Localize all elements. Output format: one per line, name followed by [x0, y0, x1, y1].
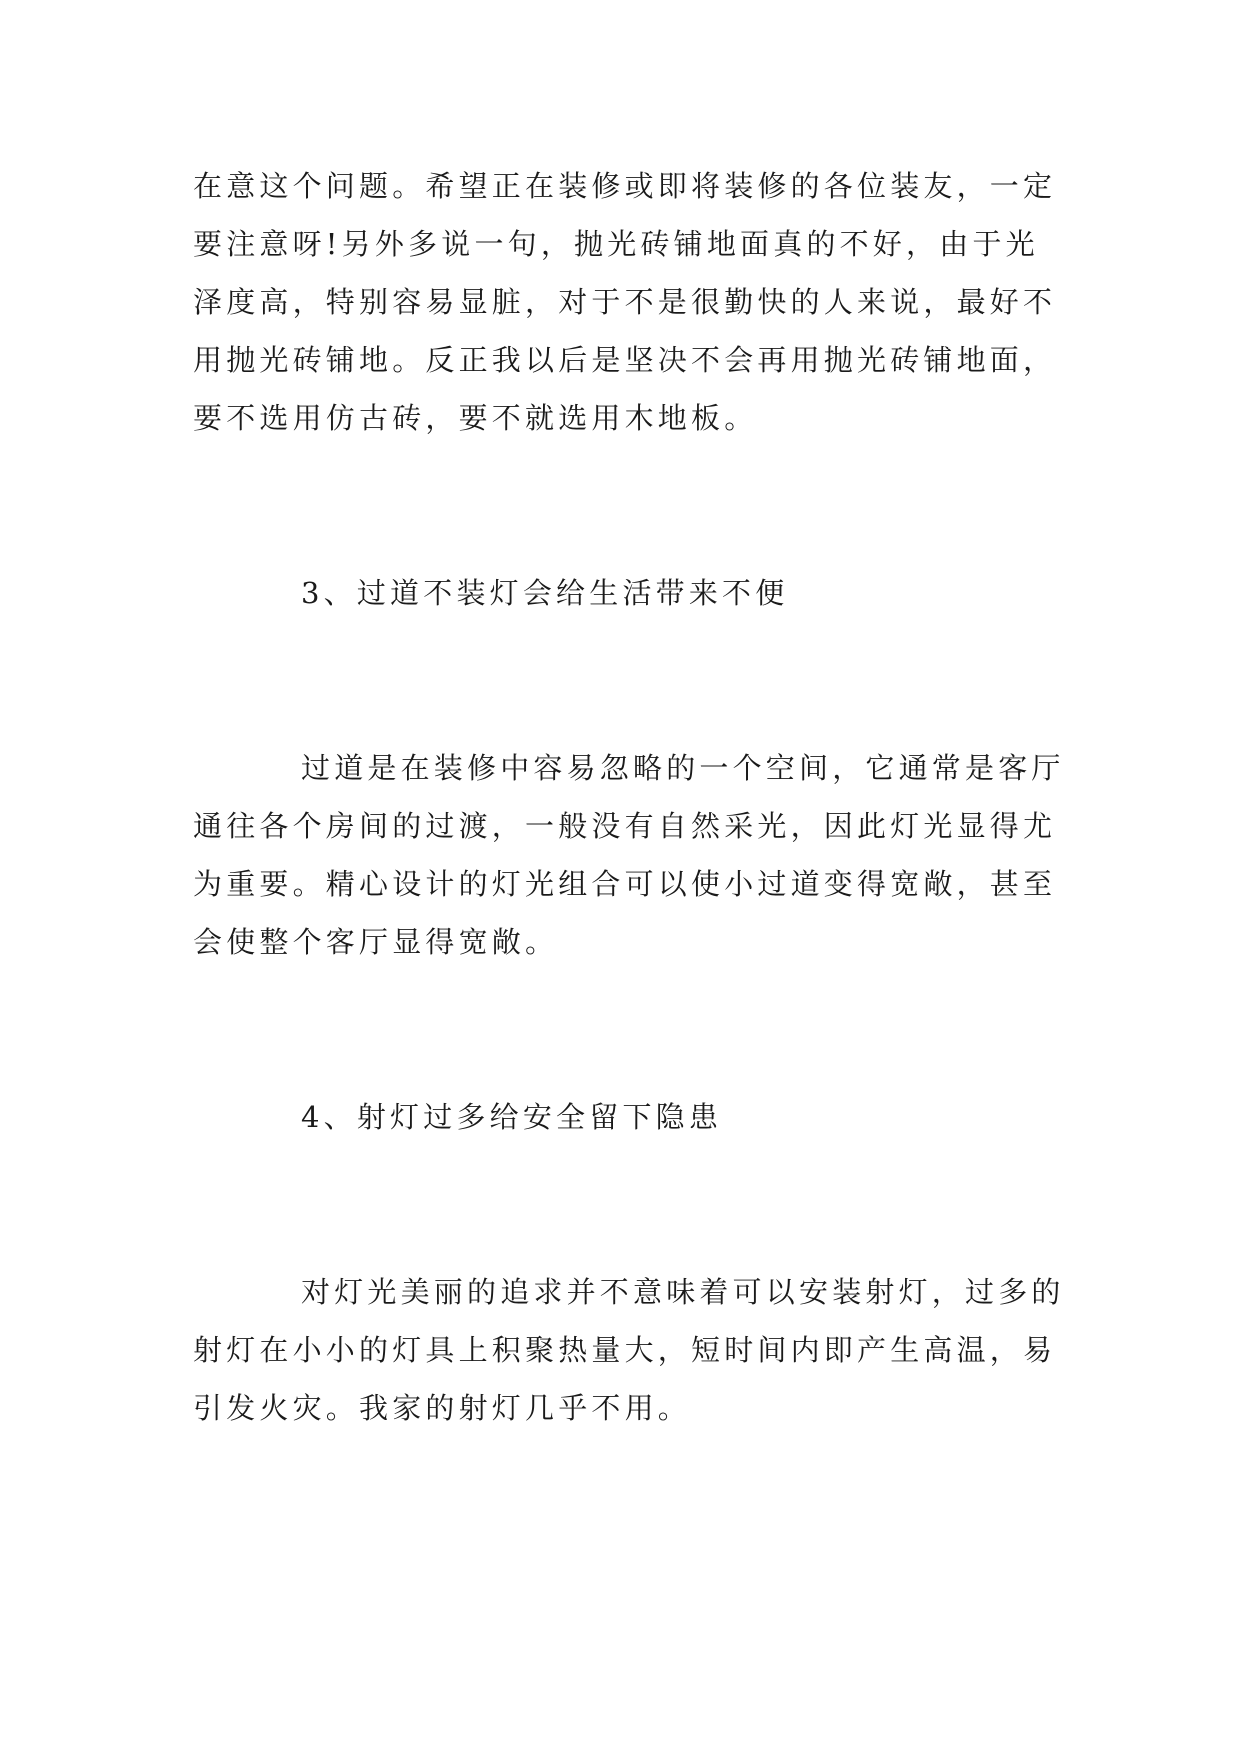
paragraph-2-line-4: 会使整个客厅显得宽敞。	[193, 925, 559, 959]
paragraph-1-line-4: 用抛光砖铺地。反正我以后是坚决不会再用抛光砖铺地面，	[193, 343, 1057, 377]
section-heading-3: 3、过道不装灯会给生活带来不便	[301, 576, 789, 610]
paragraph-1-line-3: 泽度高，特别容易显脏，对于不是很勤快的人来说，最好不	[193, 285, 1057, 319]
paragraph-1-line-2: 要注意呀!另外多说一句，抛光砖铺地面真的不好，由于光	[193, 227, 1039, 261]
paragraph-2-line-2: 通往各个房间的过渡，一般没有自然采光，因此灯光显得尤	[193, 809, 1057, 843]
paragraph-1-line-1: 在意这个问题。希望正在装修或即将装修的各位装友，一定	[193, 169, 1057, 203]
paragraph-2-line-3: 为重要。精心设计的灯光组合可以使小过道变得宽敞，甚至	[193, 867, 1057, 901]
paragraph-3-line-1: 对灯光美丽的追求并不意味着可以安装射灯，过多的	[301, 1275, 1065, 1309]
section-heading-4: 4、射灯过多给安全留下隐患	[301, 1100, 723, 1134]
paragraph-2-line-1: 过道是在装修中容易忽略的一个空间，它通常是客厅	[301, 751, 1065, 785]
paragraph-1-line-5: 要不选用仿古砖，要不就选用木地板。	[193, 401, 758, 435]
paragraph-3-line-2: 射灯在小小的灯具上积聚热量大，短时间内即产生高温，易	[193, 1333, 1057, 1367]
paragraph-3-line-3: 引发火灾。我家的射灯几乎不用。	[193, 1391, 692, 1425]
